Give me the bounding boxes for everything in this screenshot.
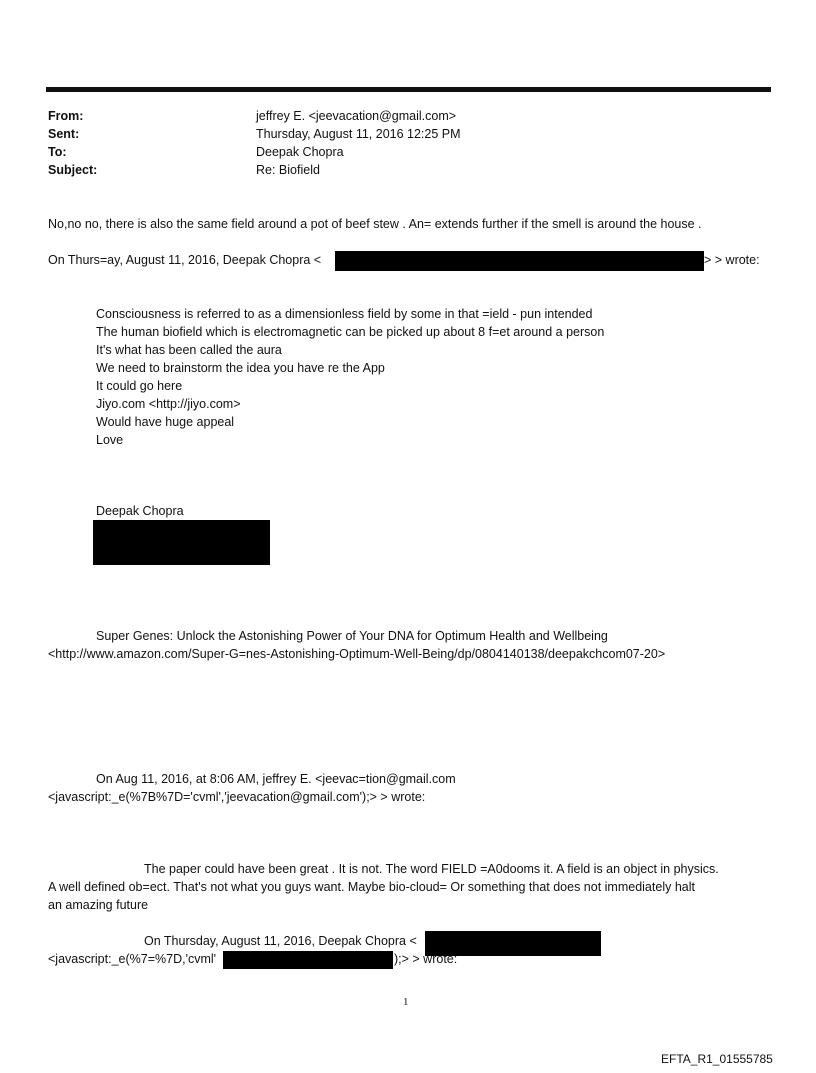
header-rule: [46, 87, 771, 92]
quote-line: The human biofield which is electromagnetic can be picked up about 8 f=et around a person: [96, 325, 605, 339]
quote-line: Would have huge appeal: [96, 415, 235, 429]
quote-line: It's what has been called the aura: [96, 343, 282, 357]
paper-line-2: A well defined ob=ect. That's not what you guys want. Maybe bio-cloud= Or something that does not immediately halt: [48, 880, 695, 894]
quote-line: Love: [96, 433, 124, 447]
redaction-box: [223, 951, 393, 969]
quote-line: It could go here: [96, 379, 183, 393]
wrote-line-1-prefix: On Thurs=ay, August 11, 2016, Deepak Chopra <: [48, 253, 322, 267]
quote-line: Jiyo.com <http://jiyo.com>: [96, 397, 241, 411]
page-number: 1: [403, 996, 409, 1008]
quote-line: We need to brainstorm the idea you have re the App: [96, 361, 385, 375]
quote-line: Consciousness is referred to as a dimensionless field by some in that =ield - pun intended: [96, 307, 593, 321]
book-title-line: Super Genes: Unlock the Astonishing Power of Your DNA for Optimum Health and Wellbeing: [96, 629, 608, 643]
to-value: Deepak Chopra: [256, 145, 344, 159]
book-url-line: <http://www.amazon.com/Super-G=nes-Astonishing-Optimum-Well-Being/dp/0804140138/deepakchcom07-20>: [48, 647, 666, 661]
from-label: From:: [48, 109, 84, 123]
wrote-line-2a: On Aug 11, 2016, at 8:06 AM, jeffrey E. <jeevac=tion@gmail.com: [96, 772, 456, 786]
paper-line-3: an amazing future: [48, 898, 149, 912]
wrote-line-1-suffix: > > wrote:: [704, 253, 760, 267]
subject-value: Re: Biofield: [256, 163, 320, 177]
sent-label: Sent:: [48, 127, 80, 141]
to-label: To:: [48, 145, 67, 159]
wrote-line-2b: <javascript:_e(%7B%7D='cvml','jeevacation@gmail.com');> > wrote:: [48, 790, 426, 804]
wrote-line-3a: On Thursday, August 11, 2016, Deepak Chopra <: [144, 934, 417, 948]
redaction-box: [335, 251, 704, 271]
body-line-1: No,no no, there is also the same field around a pot of beef stew . An= extends further if the smell is around the house .: [48, 217, 702, 231]
subject-label: Subject:: [48, 163, 98, 177]
redaction-box: [93, 520, 270, 565]
wrote-line-3b-prefix: <javascript:_e(%7=%7D,'cvml': [48, 952, 217, 966]
from-value: jeffrey E. <jeevacation@gmail.com>: [256, 109, 457, 123]
wrote-line-3b-suffix: );> > wrote:: [394, 952, 458, 966]
bates-number: EFTA_R1_01555785: [661, 1052, 773, 1066]
paper-line-1: The paper could have been great . It is not. The word FIELD =A0dooms it. A field is an object in physics.: [144, 862, 719, 876]
signature-name: Deepak Chopra: [96, 504, 184, 518]
sent-value: Thursday, August 11, 2016 12:25 PM: [256, 127, 461, 141]
